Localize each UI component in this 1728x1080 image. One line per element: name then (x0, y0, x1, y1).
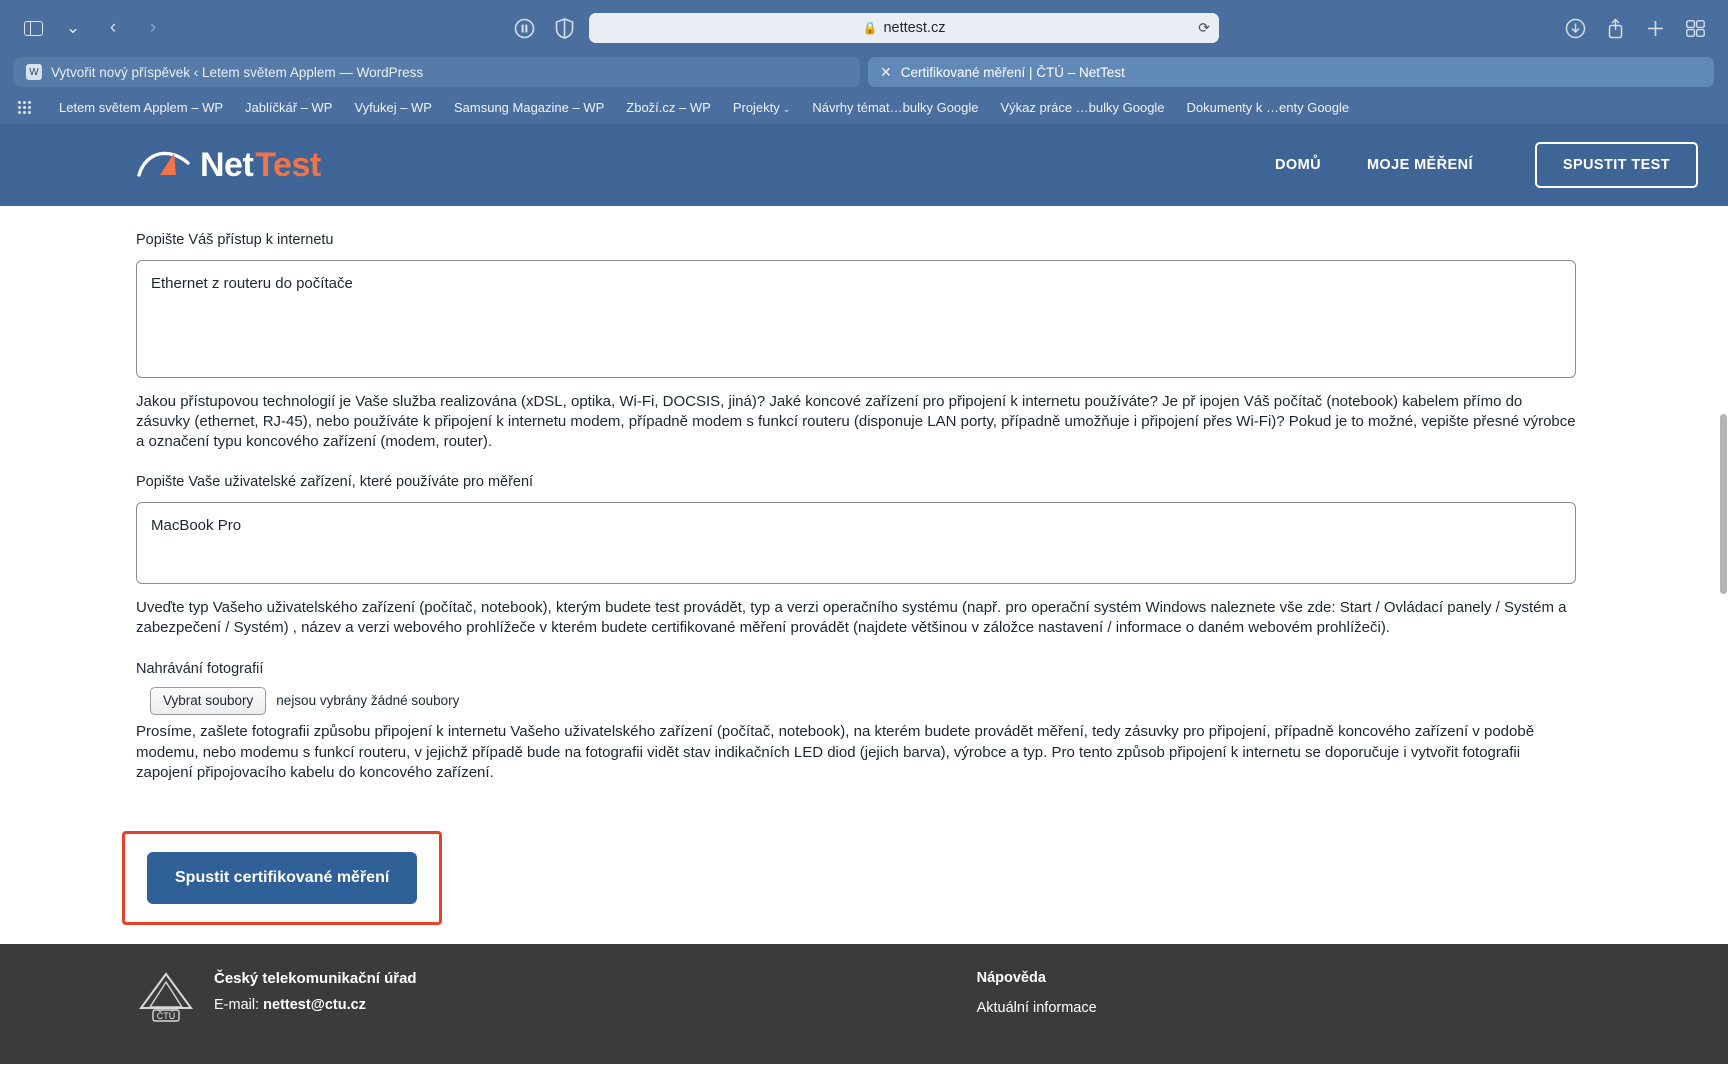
bookmark-dokumenty[interactable]: Dokumenty k …enty Google (1186, 99, 1350, 115)
bookmarks-bar (0, 94, 1728, 124)
form-content (0, 206, 1728, 925)
chevron-down-icon[interactable]: ⌄ (65, 18, 81, 37)
bookmark-vykaz-prace[interactable]: Výkaz práce …bulky Google (1000, 99, 1165, 115)
page-content (0, 124, 1728, 1064)
submit-highlight-box (122, 831, 442, 925)
lock-icon: 🔒 (862, 21, 878, 35)
logo-test: Test (255, 145, 321, 184)
footer-right (977, 970, 1097, 1064)
tab-label: Vytvořit nový příspěvek ‹ Letem světem Applem — WordPress (51, 64, 424, 80)
bookmark-jablickar[interactable]: Jablíčkář – WP (245, 99, 333, 115)
file-upload-row (136, 687, 1592, 716)
footer-help-heading: Nápověda (976, 970, 1046, 986)
label-pristup-k-internetu: Popište Váš přístup k internetu (136, 232, 334, 248)
nav-item-domu[interactable]: DOMŮ (1275, 157, 1321, 173)
browser-toolbar (0, 0, 1728, 56)
site-nav (1275, 142, 1698, 188)
bookmark-zbozicz[interactable]: Zboží.cz – WP (626, 99, 711, 115)
reload-icon[interactable]: ⟳ (1198, 19, 1210, 36)
help-nahravani-fotografii: Prosíme, zašlete fotografii způsobu připojení k internetu Vašeho uživatelského zařízení (počítač, notebook), na kterém budete provádět měření, tedy zásuvky pro připojení, případně koncového zařízení v podobě modemu, nebo modemu s funkcí routeru, v jejichž případě bude na fotografii vidět stav indikačních LED diod (jejich barva), výrobce a typ. Pro tento způsob připojení k internetu se doporučuje i vytvořit fotografii zapojení připojovacího kabelu do koncového zařízení. (136, 723, 1535, 781)
download-icon[interactable] (1560, 15, 1590, 41)
bookmark-navrhy-temat[interactable]: Návrhy témat…bulky Google (812, 99, 979, 115)
sidebar-icon[interactable] (18, 15, 48, 41)
spustit-test-button[interactable]: SPUSTIT TEST (1535, 142, 1698, 188)
label-uzivatelske-zarizeni: Popište Vaše uživatelské zařízení, které používáte pro měření (136, 474, 534, 491)
bookmark-letem-svetem-applem[interactable]: Letem světem Applem – WP (59, 99, 224, 115)
back-button[interactable]: ‹ (109, 17, 117, 38)
svg-text:ČTÚ: ČTÚ (156, 1011, 176, 1021)
bookmark-samsung-magazine[interactable]: Samsung Magazine – WP (453, 99, 605, 115)
tab-wordpress[interactable] (14, 57, 860, 87)
nav-item-moje-mereni[interactable]: MOJE MĚŘENÍ (1366, 157, 1473, 173)
close-icon[interactable]: ✕ (880, 63, 892, 80)
bookmark-projekty[interactable] (733, 100, 791, 115)
textarea-uzivatelske-zarizeni[interactable] (136, 502, 1576, 584)
ctu-logo-icon (136, 970, 196, 1022)
help-pristup-k-internetu: Jakou přístupovou technologií je Vaše služba realizována (xDSL, optika, Wi-Fi, DOCSIS, jiná)? Jaké koncové zařízení pro připojení k internetu používáte? Je př ipojen Váš počítač (notebook) kabelem přímo do zásuvky (ethernet, RJ-45), nebo používáte k připojení k internetu modem, případně modem s funkcí routeru (disponuje LAN porty, případně umožňuje i připojení přes Wi-Fi)? Pokud je to možné, vepište přesné výrobce a označení typu koncového zařízení (modem, router). (136, 392, 1576, 451)
tab-nettest[interactable] (868, 57, 1714, 87)
tab-label: Certifikované měření | ČTÚ – NetTest (900, 64, 1125, 80)
site-logo[interactable] (136, 143, 321, 188)
spustit-certifikovane-mereni-button[interactable]: Spustit certifikované měření (147, 852, 417, 904)
url-text: nettest.cz (883, 20, 946, 36)
wp-favicon-icon: W (26, 64, 42, 80)
page-scrollbar[interactable] (1719, 124, 1728, 1064)
privacy-shield-icon[interactable] (549, 15, 579, 41)
new-tab-icon[interactable] (1640, 15, 1670, 41)
arc-icon (136, 143, 192, 188)
bookmark-label: Projekty (732, 99, 780, 115)
footer-left (136, 970, 417, 1064)
footer-email-value[interactable]: nettest@ctu.cz (263, 997, 366, 1013)
scrollbar-thumb[interactable] (1720, 414, 1727, 594)
help-uzivatelske-zarizeni: Uveďte typ Vašeho uživatelského zařízení (počítač, notebook), kterým budete test provádět, typ a verzi operačního systému (např. pro operační systém Windows naleznete vše zde: Start / Ovládací panely / Systém a zabezpečení / Systém) , název a verzi webového prohlížeče v kterém budete certifikované měření provádět (najdete většinou v záložce nastavení / informace o daném webovém prohlížeči). (136, 599, 1567, 637)
footer-email-label: E-mail: (214, 997, 264, 1013)
share-icon[interactable] (1600, 15, 1630, 41)
tab-overview-icon[interactable] (1680, 15, 1710, 41)
label-nahravani-fotografii: Nahrávání fotografií (136, 660, 264, 677)
file-selection-status: nejsou vybrány žádné soubory (276, 692, 460, 708)
site-header (0, 124, 1728, 206)
address-bar[interactable] (589, 13, 1219, 43)
vybrat-soubory-button[interactable]: Vybrat soubory (150, 687, 266, 716)
footer-email-row (214, 997, 417, 1013)
site-footer (0, 944, 1728, 1064)
chevron-down-icon: ⌄ (782, 103, 791, 114)
bookmark-vyfukej[interactable]: Vyfukej – WP (354, 99, 432, 115)
browser-chrome (0, 0, 1728, 124)
apps-grid-icon[interactable] (18, 101, 31, 114)
textarea-pristup-k-internetu[interactable] (136, 260, 1576, 378)
footer-link-aktualni-informace[interactable]: Aktuální informace (976, 1000, 1097, 1016)
footer-org-name: Český telekomunikační úřad (214, 970, 417, 987)
logo-net: Net (200, 145, 254, 184)
pause-shield-icon[interactable] (509, 15, 539, 41)
forward-button[interactable]: › (149, 17, 157, 38)
tab-bar (0, 56, 1728, 94)
